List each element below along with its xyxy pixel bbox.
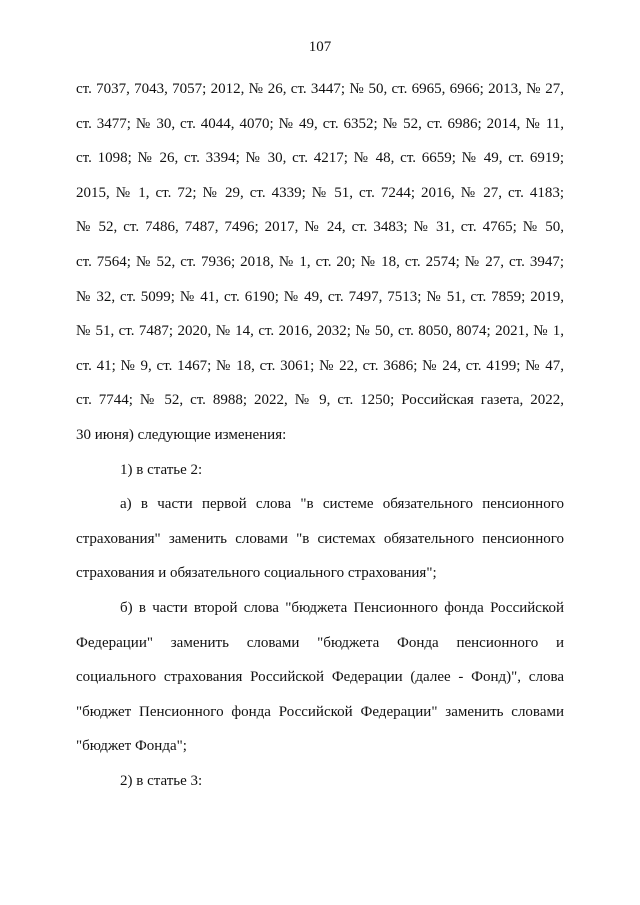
text-line: ст. 7744; № 52, ст. 8988; 2022, № 9, ст. 1250; Российская газета, 2022,	[76, 392, 564, 409]
text-line: № 51, ст. 7487; 2020, № 14, ст. 2016, 2032; № 50, ст. 8050, 8074; 2021, № 1,	[76, 323, 564, 340]
text-line: ст. 41; № 9, ст. 1467; № 18, ст. 3061; № 22, ст. 3686; № 24, ст. 4199; № 47,	[76, 357, 564, 374]
text-line: 30 июня) следующие изменения:	[76, 426, 287, 443]
text-line: страхования и обязательного социального страхования";	[76, 565, 437, 582]
text-line: а) в части первой слова "в системе обязательного пенсионного	[120, 496, 564, 513]
text-line: 2) в статье 3:	[120, 772, 203, 789]
text-line: страхования" заменить словами "в системах обязательного пенсионного	[76, 530, 564, 547]
page-number: 107	[308, 39, 332, 55]
text-line: 2015, № 1, ст. 72; № 29, ст. 4339; № 51, ст. 7244; 2016, № 27, ст. 4183;	[76, 184, 564, 201]
text-line: 1) в статье 2:	[120, 461, 203, 478]
text-line: ст. 7564; № 52, ст. 7936; 2018, № 1, ст. 20; № 18, ст. 2574; № 27, ст. 3947;	[76, 253, 564, 270]
text-line: ст. 3477; № 30, ст. 4044, 4070; № 49, ст. 6352; № 52, ст. 6986; 2014, № 11,	[76, 115, 564, 132]
text-line: ст. 7037, 7043, 7057; 2012, № 26, ст. 3447; № 50, ст. 6965, 6966; 2013, № 27,	[76, 81, 564, 97]
document-body	[76, 72, 564, 798]
text-line: Федерации" заменить словами "бюджета Фонда пенсионного и	[76, 634, 564, 651]
text-line: № 52, ст. 7486, 7487, 7496; 2017, № 24, ст. 3483; № 31, ст. 4765; № 50,	[76, 219, 564, 236]
text-line: № 32, ст. 5099; № 41, ст. 6190; № 49, ст. 7497, 7513; № 51, ст. 7859; 2019,	[76, 288, 564, 305]
text-line: "бюджет Пенсионного фонда Российской Федерации" заменить словами	[76, 703, 564, 720]
text-line: социального страхования Российской Федерации (далее - Фонд)", слова	[76, 669, 564, 686]
text-line: б) в части второй слова "бюджета Пенсионного фонда Российской	[120, 599, 564, 616]
text-line: "бюджет Фонда";	[76, 738, 187, 755]
text-line: ст. 1098; № 26, ст. 3394; № 30, ст. 4217; № 48, ст. 6659; № 49, ст. 6919;	[76, 150, 564, 167]
